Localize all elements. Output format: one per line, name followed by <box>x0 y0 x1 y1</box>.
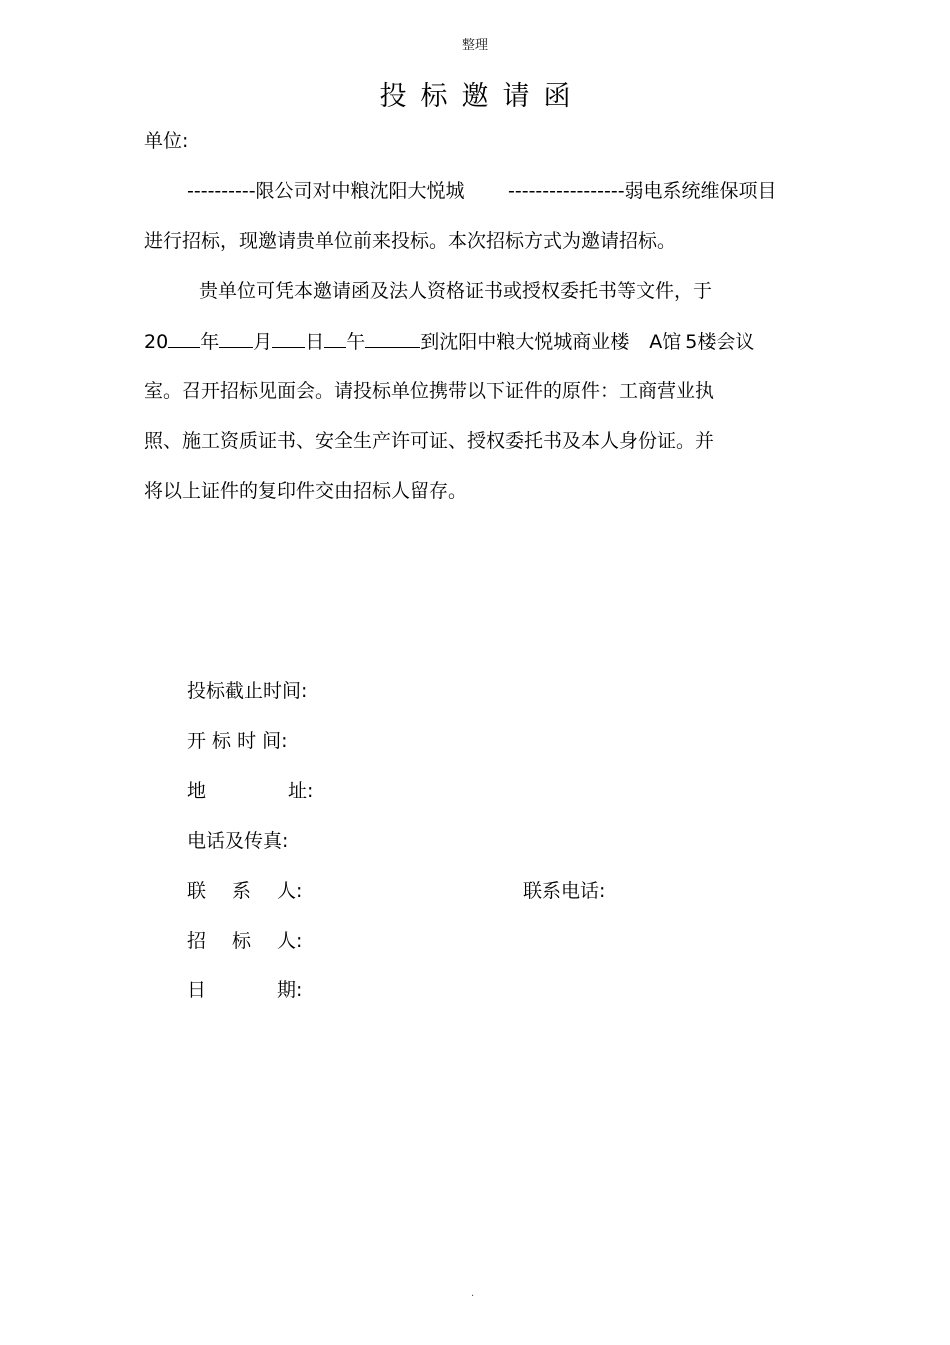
deadline-label: 投标截止时间: <box>187 680 308 702</box>
year-blank <box>168 328 200 348</box>
time-blank <box>365 328 420 348</box>
address-label-char2: 址: <box>288 780 314 802</box>
paragraph2-line3: 室。召开招标见面会。请投标单位携带以下证件的原件：工商营业执 <box>144 380 715 402</box>
contact-label-char2: 系 <box>232 880 252 902</box>
document-title: 投标邀请函 <box>379 81 585 112</box>
tenderer-label-char3: 人: <box>277 930 303 952</box>
phone-fax-label: 电话及传真: <box>187 830 289 852</box>
noon-blank <box>324 328 346 348</box>
page-header: 整理 <box>461 38 488 53</box>
date-label-char2: 期: <box>277 979 303 1001</box>
location-text: 到沈阳中粮大悦城商业楼 <box>420 331 630 353</box>
paragraph1-line2: 进行招标，现邀请贵单位前来投标。本次招标方式为邀请招标。 <box>144 230 677 252</box>
month-label: 月 <box>253 331 273 353</box>
paragraph2-date-line <box>144 328 754 355</box>
month-blank <box>219 328 253 348</box>
day-label: 日 <box>305 331 325 353</box>
paragraph2-line1: 贵单位可凭本邀请函及法人资格证书或授权委托书等文件，于 <box>199 280 713 302</box>
paragraph1-line1-part2: -----------------弱电系统维保项目 <box>508 180 777 202</box>
noon-label: 午 <box>346 331 366 353</box>
contact-phone-label: 联系电话: <box>523 880 606 902</box>
floor-suffix: 楼会议 <box>697 331 755 353</box>
tenderer-label-char1: 招 <box>187 930 207 952</box>
page-footer-mark: . <box>471 1288 475 1299</box>
address-label-char1: 地 <box>187 780 207 802</box>
floor-number: 5 <box>685 331 698 353</box>
date-prefix: 20 <box>144 331 169 353</box>
building-text: A馆 <box>649 331 682 353</box>
tenderer-label-char2: 标 <box>232 930 252 952</box>
contact-label-char1: 联 <box>187 880 207 902</box>
paragraph1-line1-part1: ----------限公司对中粮沈阳大悦城 <box>187 180 465 202</box>
year-label: 年 <box>200 331 220 353</box>
opening-time-label: 开 标 时 间: <box>187 730 288 752</box>
addressee-label: 单位: <box>144 130 189 152</box>
day-blank <box>272 328 305 348</box>
date-label-char1: 日 <box>187 979 207 1001</box>
contact-label-char3: 人: <box>277 880 303 902</box>
paragraph2-line4: 照、施工资质证书、安全生产许可证、授权委托书及本人身份证。并 <box>144 430 715 452</box>
paragraph2-line5: 将以上证件的复印件交由招标人留存。 <box>144 480 468 502</box>
